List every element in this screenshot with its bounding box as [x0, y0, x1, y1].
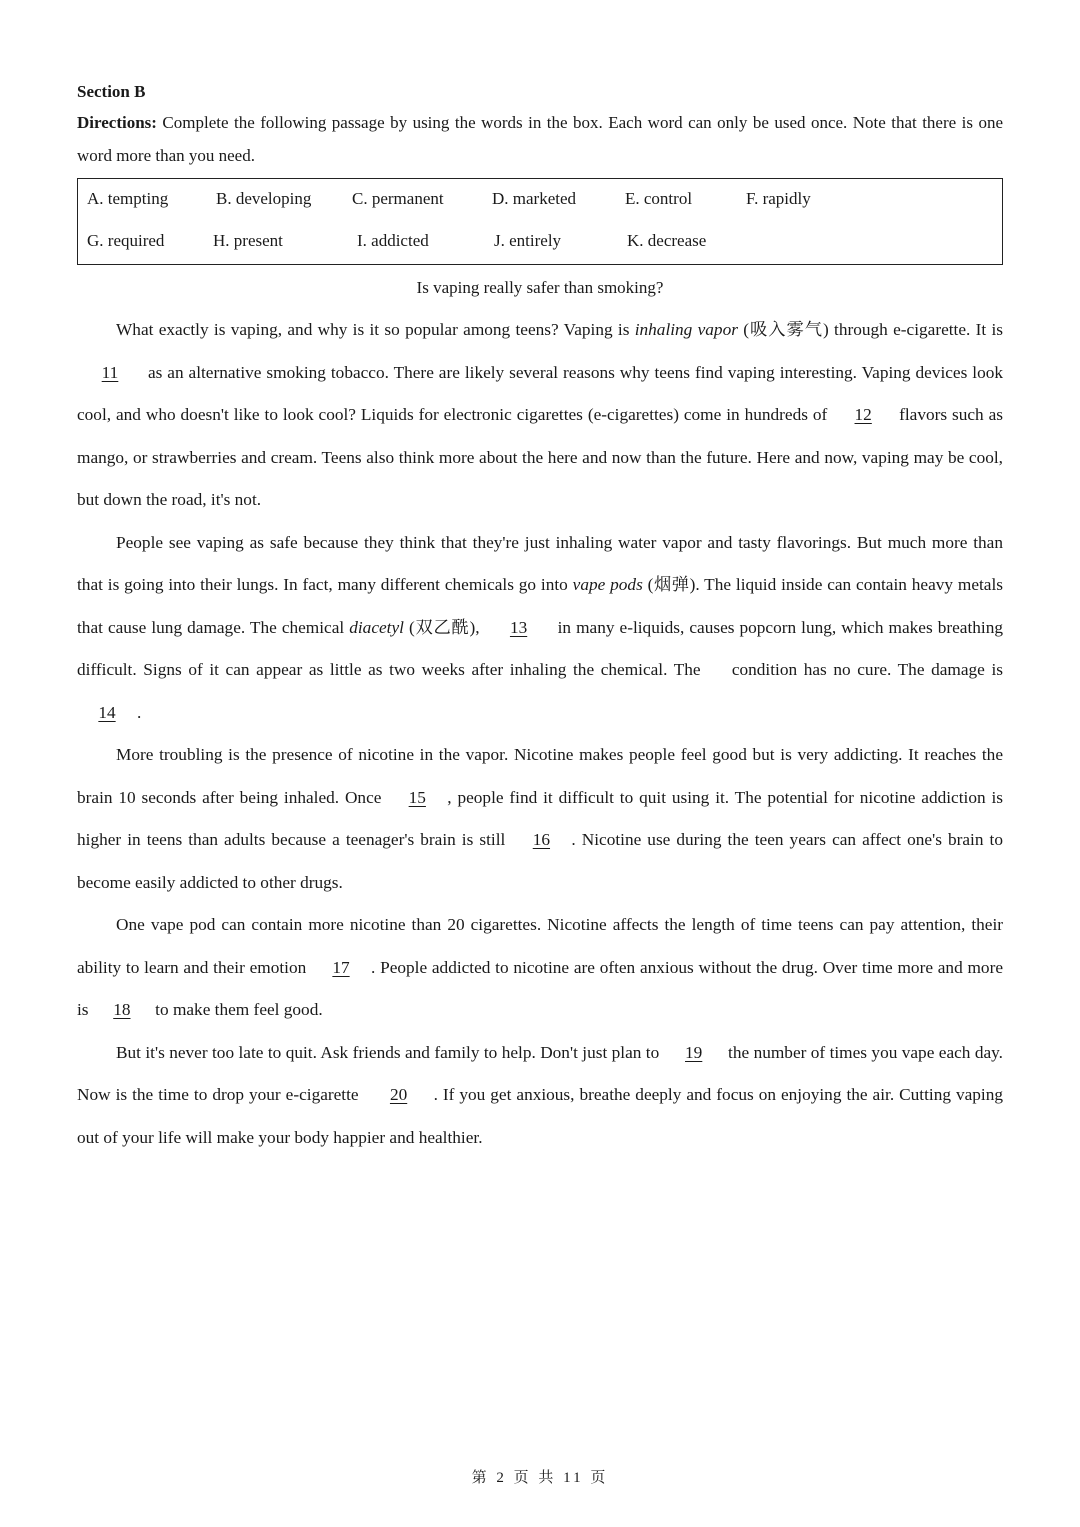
answer-blank-20[interactable]: 20 — [389, 1085, 408, 1104]
text-run: , people find it difficult to quit using it. The potential for nicotine addiction is higher in teens than adults because a teenager's brain is still — [77, 787, 1003, 849]
text-run: condition has no cure. The damage is — [725, 660, 1003, 679]
paragraph-1 — [77, 309, 1003, 522]
exam-page — [77, 78, 1003, 1159]
answer-blank-18[interactable]: 18 — [113, 1000, 131, 1019]
passage-title: Is vaping really safer than smoking? — [416, 278, 664, 297]
word-option: J. entirely — [494, 231, 562, 250]
text-run: as an alternative smoking tobacco. There are likely several reasons why teens find vaping interesting. Vaping devices look cool, and who doesn't like to look cool? Liquids for electronic cigarettes (e-cigarettes) come in hundreds of — [77, 362, 1003, 424]
answer-blank-11[interactable]: 11 — [101, 362, 119, 382]
word-option: K. decrease — [627, 231, 707, 250]
italic-term: inhaling vapor — [634, 320, 738, 339]
word-option: I. addicted — [357, 231, 429, 250]
answer-blank-15[interactable]: 15 — [408, 787, 426, 807]
word-option: F. rapidly — [746, 189, 811, 208]
text-run: One vape pod can contain more nicotine than 20 cigarettes. Nicotine affects the length of time teens can pay attention, their ability to learn and their emotion — [77, 915, 1003, 977]
answer-blank-14[interactable]: 14 — [98, 702, 116, 722]
text-run: (吸入雾气) through e-cigarette. It is — [737, 320, 1004, 339]
text-run: the number of times you vape each day. Now is the time to drop your e-cigarette — [77, 1042, 1003, 1104]
directions — [77, 106, 1003, 172]
word-option: C. permanent — [352, 189, 444, 208]
page-number-footer: 第 2 页 共 11 页 — [471, 1470, 609, 1486]
answer-blank-17[interactable]: 17 — [332, 957, 350, 977]
text-run: to make them feel good. — [150, 1000, 323, 1019]
answer-blank-19[interactable]: 19 — [685, 1042, 703, 1062]
paragraph-3 — [77, 734, 1003, 904]
word-option: E. control — [625, 189, 693, 208]
answer-blank-12[interactable]: 12 — [854, 405, 872, 424]
word-option: H. present — [213, 231, 283, 250]
italic-term: vape pods — [572, 575, 643, 594]
word-box — [77, 178, 1003, 265]
text-run: (双乙酰), — [403, 617, 485, 637]
text-run: People see vaping as safe because they think that they're just inhaling water vapor and tasty flavorings. But much more than that is going into their lungs. In fact, many different chemicals go into — [77, 532, 1003, 594]
text-run: . Nicotine use during the teen years can affect one's brain to become easily addicted to other drugs. — [77, 830, 1003, 892]
answer-blank-16[interactable]: 16 — [532, 830, 551, 849]
text-run: But it's never too late to quit. Ask friends and family to help. Don't just plan to — [116, 1042, 664, 1062]
section-title: Section B — [77, 82, 146, 101]
text-run: More troubling is the presence of nicotine in the vapor. Nicotine makes people feel good but is very addicting. It reaches the brain 10 seconds after being inhaled. Once — [77, 745, 1003, 807]
passage — [77, 309, 1003, 1159]
paragraph-4 — [77, 904, 1003, 1032]
text-run: . — [137, 702, 142, 722]
italic-term: diacetyl — [349, 617, 404, 637]
paragraph-2 — [77, 522, 1003, 735]
answer-blank-13[interactable]: 13 — [509, 617, 528, 637]
paragraph-5 — [77, 1032, 1003, 1160]
text-run: . People addicted to nicotine are often anxious without the drug. Over time more and more is — [77, 957, 1003, 1019]
text-run: flavors such as mango, or strawberries and cream. Teens also think more about the here and now than the future. Here and now, vaping may be cool, but down the road, it's not. — [77, 405, 1003, 509]
text-run: in many e-liquids, causes popcorn lung, which makes breathing difficult. Signs of it can appear as little as two weeks after inhaling the chemical. The — [77, 617, 1003, 679]
word-option: B. developing — [216, 189, 312, 208]
text-run: (烟弹). The liquid inside can contain heavy metals that cause lung damage. The chemical — [77, 575, 1003, 637]
directions-label: Directions: — [77, 113, 157, 132]
word-option: A. tempting — [87, 189, 169, 208]
text-run: What exactly is vaping, and why is it so popular among teens? Vaping is — [116, 320, 635, 339]
word-option: G. required — [87, 231, 165, 250]
directions-text: Complete the following passage by using the words in the box. Each word can only be used once. Note that there is one word more than you need. — [77, 113, 1003, 165]
text-run: . If you get anxious, breathe deeply and focus on enjoying the air. Cutting vaping out of your life will make your body happier and healthier. — [77, 1085, 1004, 1147]
word-option: D. marketed — [492, 189, 577, 208]
